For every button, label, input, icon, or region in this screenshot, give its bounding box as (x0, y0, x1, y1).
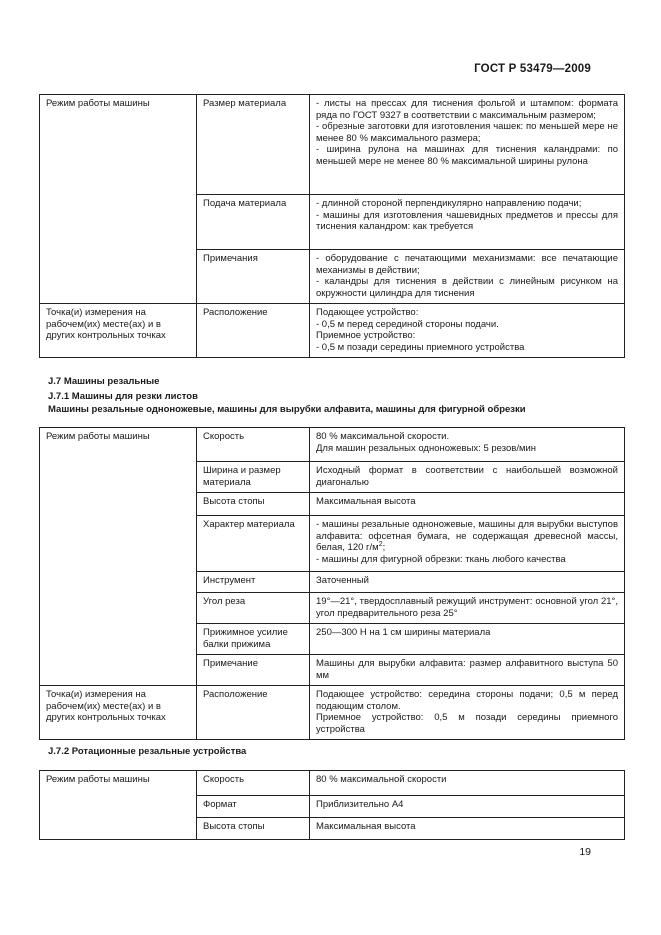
cell-value: 80 % максимальной скорости (310, 771, 625, 796)
page-number: 19 (579, 846, 591, 858)
cell-value (310, 195, 625, 250)
table-row (40, 428, 625, 462)
cell-param: Инструмент (197, 572, 310, 593)
value-line: - каландры для тиснения в действии с линейным рисунком на окружности цилиндра для тиснения (316, 276, 618, 299)
cell-param: Размер материала (197, 95, 310, 195)
value-line: - листы на прессах для тиснения фольгой и штампом: формата ряда по ГОСТ 9327 в соответствии с максимальным размером; (316, 98, 618, 121)
cell-value (310, 428, 625, 462)
cell-value: Приблизительно А4 (310, 796, 625, 818)
value-line: 19°—21°, твердосплавный режущий инструмент: основной угол 21°, угол предварительного реза 25° (316, 596, 618, 619)
document-code: ГОСТ Р 53479—2009 (474, 63, 591, 75)
value-line: - обрезные заготовки для изготовления чашек: по меньшей мере не менее 80 % максимального размера; (316, 121, 618, 144)
cell-value (310, 95, 625, 195)
cell-param: Угол реза (197, 593, 310, 624)
cell-mode-label: Режим работы машины (40, 428, 197, 686)
cell-points-label: Точка(и) измерения на рабочем(их) месте(ах) и в других контрольных точках (40, 686, 197, 740)
cell-param: Ширина и размер материала (197, 462, 310, 493)
spec-table-3 (39, 770, 625, 840)
value-line: Подающее устройство: (316, 307, 419, 318)
cell-param: Расположение (197, 304, 310, 358)
cell-param: Характер материала (197, 516, 310, 572)
table-row (40, 304, 625, 358)
value-line: Подающее устройство: середина стороны подачи; 0,5 м перед подающим столом. (316, 689, 618, 712)
cell-value (310, 250, 625, 304)
value-line: Исходный формат в соответствии с наибольшей возможной диагональю (316, 465, 618, 488)
section-subheading: Машины резальные одноножевые, машины для вырубки алфавита, машины для фигурной обрезки (48, 404, 526, 415)
cell-points-label: Точка(и) измерения на рабочем(их) месте(ах) и в других контрольных точках (40, 304, 197, 358)
cell-value (310, 516, 625, 572)
value-line (316, 519, 618, 554)
spec-table-2 (39, 427, 625, 740)
cell-mode-label: Режим работы машины (40, 771, 197, 840)
cell-param: Скорость (197, 771, 310, 796)
cell-param: Прижимное усилие балки прижима (197, 624, 310, 655)
value-line: - оборудование с печатающими механизмами: все печатающие механизмы в действии; (316, 253, 618, 276)
cell-param: Формат (197, 796, 310, 818)
section-heading-j7: J.7 Машины резальные (48, 376, 160, 387)
cell-value (310, 655, 625, 686)
value-line: Приемное устройство: 0,5 м позади середины приемного устройства (316, 712, 618, 735)
value-line: - ширина рулона на машинах для тиснения каландрами: по меньшей мере не менее 80 % максимальной ширины рулона (316, 144, 618, 167)
cell-value (310, 304, 625, 358)
cell-param: Скорость (197, 428, 310, 462)
cell-value (310, 462, 625, 493)
value-line: Машины для вырубки алфавита: размер алфавитного выступа 50 мм (316, 658, 618, 681)
cell-param: Подача материала (197, 195, 310, 250)
cell-param: Высота стопы (197, 818, 310, 840)
section-heading-j7-1: J.7.1 Машины для резки листов (48, 391, 198, 402)
cell-param: Высота стопы (197, 493, 310, 516)
value-line: Приемное устройство: (316, 330, 416, 341)
value-line: Для машин резальных одноножевых: 5 резов/мин (316, 442, 537, 454)
value-line: 250—300 Н на 1 см ширины материала (316, 627, 491, 638)
cell-value (310, 624, 625, 655)
cell-param: Примечание (197, 655, 310, 686)
cell-param: Расположение (197, 686, 310, 740)
value-line: - машины для фигурной обрезки: ткань любого качества (316, 553, 566, 565)
table-row (40, 771, 625, 796)
cell-value: Максимальная высота (310, 818, 625, 840)
superscript-2: 2 (378, 540, 383, 548)
value-line: Максимальная высота (316, 496, 416, 507)
value-text: - машины резальные одноножевые, машины для вырубки выступов алфавита: офсетная бумага, не содержащая древесной массы, белая, 120 г/м (316, 519, 618, 553)
value-line: - 0,5 м перед серединой стороны подачи. (316, 318, 499, 330)
cell-param: Примечания (197, 250, 310, 304)
table-row (40, 95, 625, 195)
spec-table-1 (39, 94, 625, 358)
value-line: - длинной стороной перпендикулярно направлению подачи; (316, 198, 582, 209)
value-line: - машины для изготовления чашевидных предметов и прессы для тиснения каландром: как требуется (316, 209, 618, 232)
cell-value (310, 572, 625, 593)
section-heading-j7-2: J.7.2 Ротационные резальные устройства (48, 746, 247, 757)
cell-mode-label: Режим работы машины (40, 95, 197, 304)
value-line: - 0,5 м позади середины приемного устройства (316, 341, 525, 353)
value-text: ; (382, 542, 386, 553)
value-line: Заточенный (316, 575, 369, 586)
cell-value (310, 686, 625, 740)
cell-value (310, 593, 625, 624)
cell-value (310, 493, 625, 516)
value-line: 80 % максимальной скорости. (316, 431, 450, 442)
table-row (40, 686, 625, 740)
